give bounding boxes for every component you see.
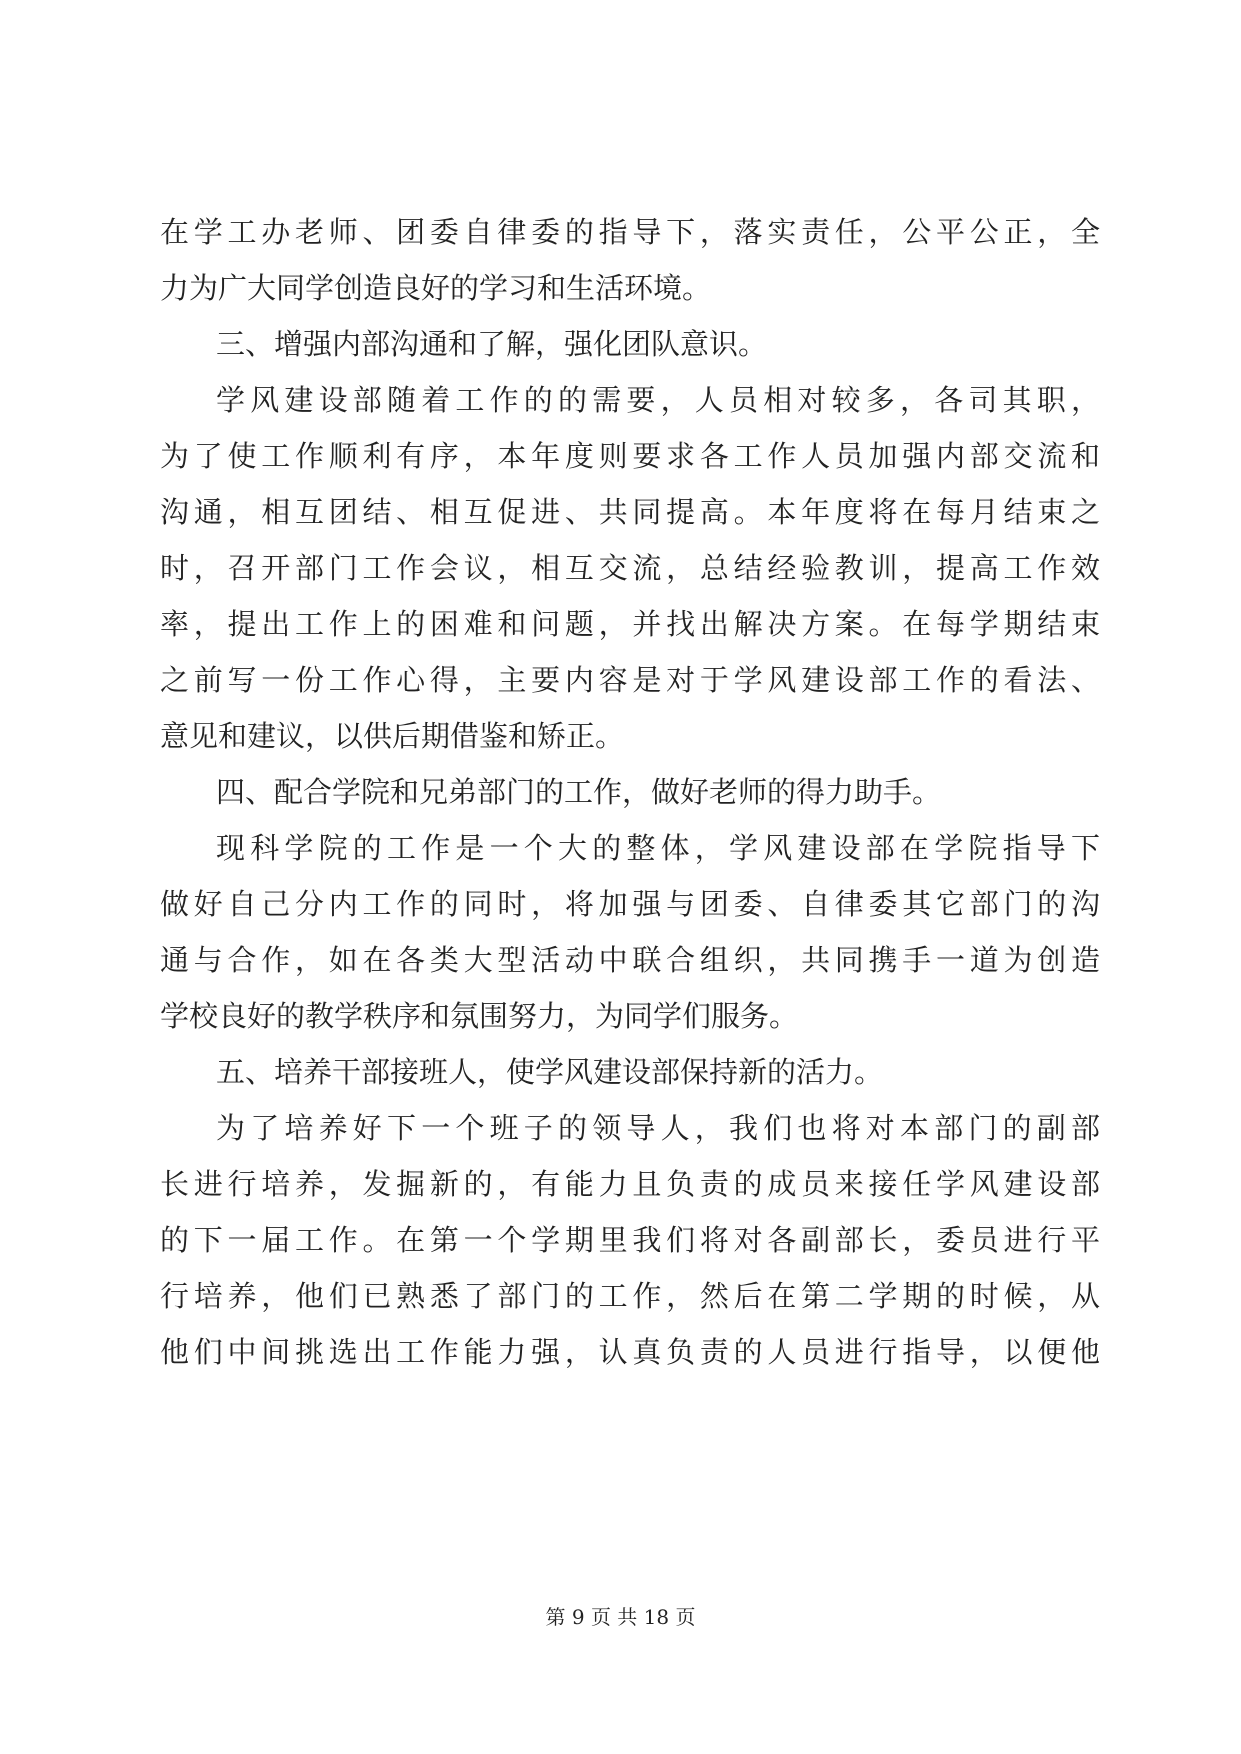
body-text-line: 现科学院的工作是一个大的整体，学风建设部在学院指导下 (216, 831, 1100, 865)
body-text-line: 为了培养好下一个班子的领导人，我们也将对本部门的副部 (216, 1111, 1100, 1145)
body-text-line: 意见和建议，以供后期借鉴和矫正。 (160, 719, 625, 753)
page-number-footer: 第 9 页 共 18 页 (545, 1605, 696, 1629)
body-text-line: 长进行培养，发掘新的，有能力且负责的成员来接任学风建设部 (160, 1167, 1100, 1201)
body-text-line: 率，提出工作上的困难和问题，并找出解决方案。在每学期结束 (160, 607, 1100, 641)
body-text-line: 他们中间挑选出工作能力强，认真负责的人员进行指导，以便他 (160, 1335, 1100, 1369)
body-text-line: 做好自己分内工作的同时，将加强与团委、自律委其它部门的沟 (160, 887, 1100, 921)
body-text-line: 学校良好的教学秩序和氛围努力，为同学们服务。 (160, 999, 799, 1033)
body-text-line: 力为广大同学创造良好的学习和生活环境。 (160, 271, 712, 305)
section-heading: 四、配合学院和兄弟部门的工作，做好老师的得力助手。 (216, 775, 942, 809)
section-heading: 三、增强内部沟通和了解，强化团队意识。 (216, 327, 768, 361)
body-text-line: 学风建设部随着工作的的需要，人员相对较多，各司其职， (216, 383, 1100, 417)
body-text-line: 行培养，他们已熟悉了部门的工作，然后在第二学期的时候，从 (160, 1279, 1100, 1313)
body-text-line: 时，召开部门工作会议，相互交流，总结经验教训，提高工作效 (160, 551, 1100, 585)
body-text-line: 沟通，相互团结、相互促进、共同提高。本年度将在每月结束之 (160, 495, 1100, 529)
body-text-line: 在学工办老师、团委自律委的指导下，落实责任，公平公正，全 (160, 215, 1100, 249)
body-text-line: 为了使工作顺利有序，本年度则要求各工作人员加强内部交流和 (160, 439, 1100, 473)
body-text-line: 通与合作，如在各类大型活动中联合组织，共同携手一道为创造 (160, 943, 1100, 977)
section-heading: 五、培养干部接班人，使学风建设部保持新的活力。 (216, 1055, 884, 1089)
body-text-line: 之前写一份工作心得，主要内容是对于学风建设部工作的看法、 (160, 663, 1100, 697)
body-text-line: 的下一届工作。在第一个学期里我们将对各副部长，委员进行平 (160, 1223, 1100, 1257)
